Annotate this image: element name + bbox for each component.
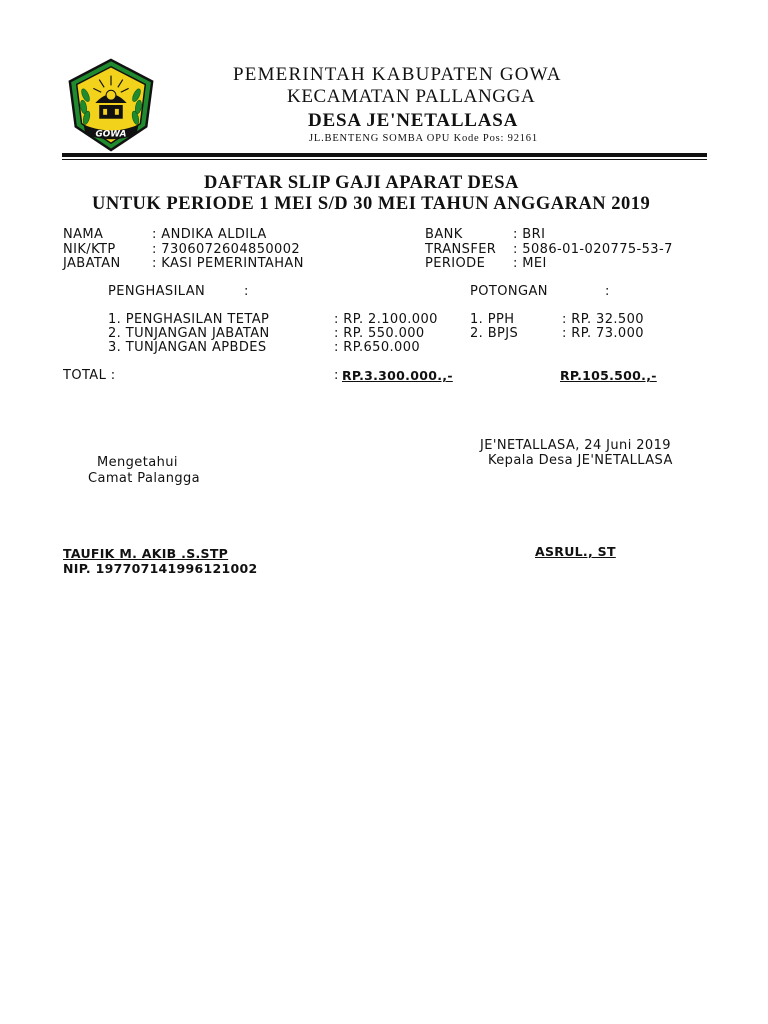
jabatan-label: JABATAN: [63, 256, 121, 271]
nama-value: : ANDIKA ALDILA: [152, 227, 267, 242]
nama-label: NAMA: [63, 227, 104, 242]
income-item-label: 1. PENGHASILAN TETAP: [108, 312, 270, 327]
deduction-item-label: 1. PPH: [470, 312, 515, 327]
total-colon: :: [334, 368, 339, 383]
deduction-item-label: 2. BPJS: [470, 326, 519, 341]
total-income-value: RP.3.300.000.,-: [342, 368, 453, 383]
deduction-item-value: : RP. 32.500: [562, 312, 644, 327]
document-title: DAFTAR SLIP GAJI APARAT DESA: [204, 173, 519, 193]
income-item-value: : RP. 550.000: [334, 326, 425, 341]
periode-label: PERIODE: [425, 256, 486, 271]
income-item-value: : RP.650.000: [334, 340, 421, 355]
bank-value: : BRI: [513, 227, 546, 242]
camat-title: Camat Palangga: [88, 471, 201, 486]
emblem-banner-text: GOWA: [95, 129, 127, 140]
header-divider-thin: [62, 159, 707, 160]
deduction-heading-colon: :: [605, 284, 610, 299]
place-date: JE'NETALLASA, 24 Juni 2019: [480, 438, 671, 453]
district-name: KECAMATAN PALLANGGA: [287, 86, 536, 107]
village-head-title: Kepala Desa JE'NETALLASA: [488, 453, 673, 468]
total-label: TOTAL :: [63, 368, 116, 383]
income-heading: PENGHASILAN: [108, 284, 206, 299]
jabatan-value: : KASI PEMERINTAHAN: [152, 256, 304, 271]
nik-label: NIK/KTP: [63, 242, 116, 257]
header-divider-thick: [62, 153, 707, 157]
income-item-label: 2. TUNJANGAN JABATAN: [108, 326, 270, 341]
gowa-regency-emblem: [62, 56, 160, 154]
income-item-label: 3. TUNJANGAN APBDES: [108, 340, 267, 355]
deduction-heading: POTONGAN: [470, 284, 548, 299]
bank-label: BANK: [425, 227, 463, 242]
income-heading-colon: :: [244, 284, 249, 299]
transfer-value: : 5086-01-020775-53-7: [513, 242, 673, 257]
village-name: DESA JE'NETALLASA: [308, 110, 519, 131]
acknowledge-text: Mengetahui: [97, 455, 178, 470]
total-deduction-value: RP.105.500.,-: [560, 368, 657, 383]
income-item-value: : RP. 2.100.000: [334, 312, 438, 327]
nik-value: : 7306072604850002: [152, 242, 301, 257]
village-head-name: ASRUL., ST: [535, 544, 616, 559]
camat-nip: NIP. 197707141996121002: [63, 561, 258, 576]
transfer-label: TRANSFER: [425, 242, 497, 257]
periode-value: : MEI: [513, 256, 547, 271]
government-name: PEMERINTAH KABUPATEN GOWA: [233, 64, 562, 85]
village-address: JL.BENTENG SOMBA OPU Kode Pos: 92161: [309, 133, 538, 144]
camat-name: TAUFIK M. AKIB .S.STP: [63, 546, 229, 561]
deduction-item-value: : RP. 73.000: [562, 326, 644, 341]
document-subtitle: UNTUK PERIODE 1 MEI S/D 30 MEI TAHUN ANGGARAN 2019: [92, 194, 651, 214]
